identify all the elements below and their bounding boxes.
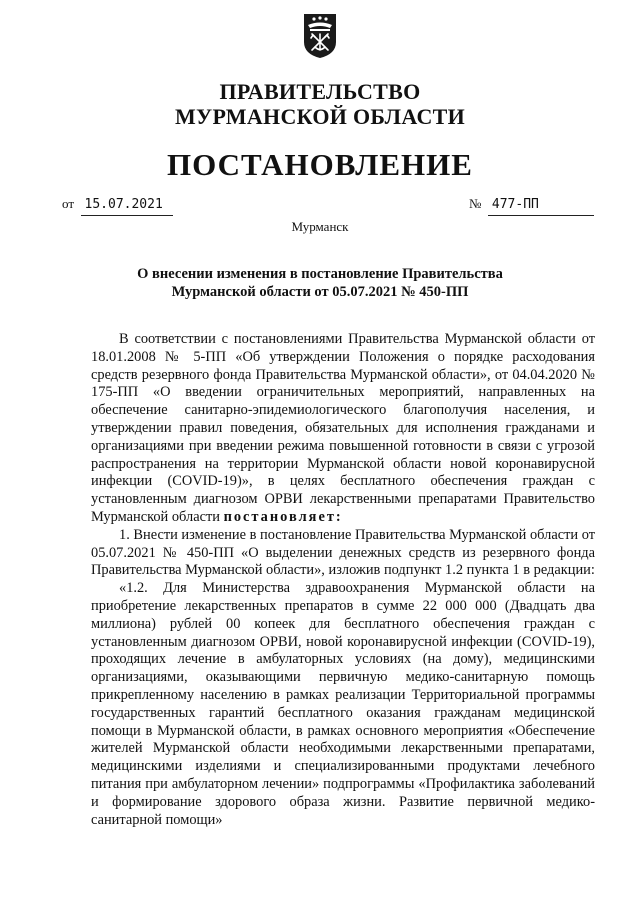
coat-of-arms-icon bbox=[302, 12, 338, 60]
government-title-line2: МУРМАНСКОЙ ОБЛАСТИ bbox=[174, 104, 466, 129]
resolves-colon: : bbox=[335, 508, 343, 525]
date-field bbox=[62, 195, 173, 216]
subject-line2: Мурманской области от 05.07.2021 № 450-ПП bbox=[171, 284, 469, 300]
preamble-text: В соответствии с постановлениями Правительства Мурманской области от 18.01.2008 № 5-ПП «Об утверждении Положения о порядке расходования средств резервного фонда Правительства Мурманской области», от 04.04.2020 № 175-ПП «О введении ограничительных мероприятий, направленных на обеспечение санитарно-эпидемиологического благополучия населения, и утверждении правил поведения, обязательных для исполнения гражданами и организациями при введении режима повышенной готовности в связи с угрозой распространения на территории Мурманской области новой коронавирусной инфекции (COVID-19)», в целях бесплатного обеспечения граждан с установленным диагнозом ОРВИ лекарственными препаратами Правительство Мурманской области bbox=[91, 331, 595, 525]
paragraph-item-1: 1. Внести изменение в постановление Правительства Мурманской области от 05.07.2021 № 450-ПП «О выделении денежных средств из резервного фонда Правительства Мурманской области», изложив подпункт 1.2 пункта 1 в редакции: bbox=[91, 526, 595, 579]
number-field bbox=[469, 195, 594, 216]
document-subject bbox=[0, 265, 640, 301]
number-prefix: № bbox=[469, 196, 482, 211]
paragraph-item-1-2: «1.2. Для Министерства здравоохранения Мурманской области на приобретение лекарственных препаратов в сумме 22 000 000 (Двадцать два миллиона) рублей 00 копеек для бесплатного обеспечения граждан с установленным диагнозом ОРВИ, новой коронавирусной инфекции (COVID-19), проходящих лечение в амбулаторных условиях (на дому), медицинскими организациями, оказывающими первичную медико-санитарную помощь прикрепленному населению в рамках реализации Территориальной программы государственных гарантий бесплатного оказания гражданам медицинской помощи в Мурманской области, в рамках основного мероприятия «Обеспечение жителей Мурманской области необходимыми лекарственными препаратами, медицинскими изделиями и специализированными продуктами лечебного питания при амбулаторном лечении» подпрограммы «Профилактика заболеваний и формирование здорового образа жизни. Развитие первичной медико-санитарной помощи» bbox=[91, 580, 595, 828]
resolves-keyword: постановляет bbox=[223, 508, 336, 525]
city-name: Мурманск bbox=[291, 219, 349, 234]
document-type: ПОСТАНОВЛЕНИЕ bbox=[167, 147, 473, 182]
date-prefix: от bbox=[62, 196, 75, 211]
document-number: 477-ПП bbox=[488, 196, 594, 216]
document-date: 15.07.2021 bbox=[81, 196, 173, 216]
paragraph-preamble bbox=[91, 331, 595, 527]
government-title-line1: ПРАВИТЕЛЬСТВО bbox=[219, 79, 421, 104]
document-body bbox=[91, 331, 595, 829]
subject-line1: О внесении изменения в постановление Правительства bbox=[137, 266, 503, 282]
